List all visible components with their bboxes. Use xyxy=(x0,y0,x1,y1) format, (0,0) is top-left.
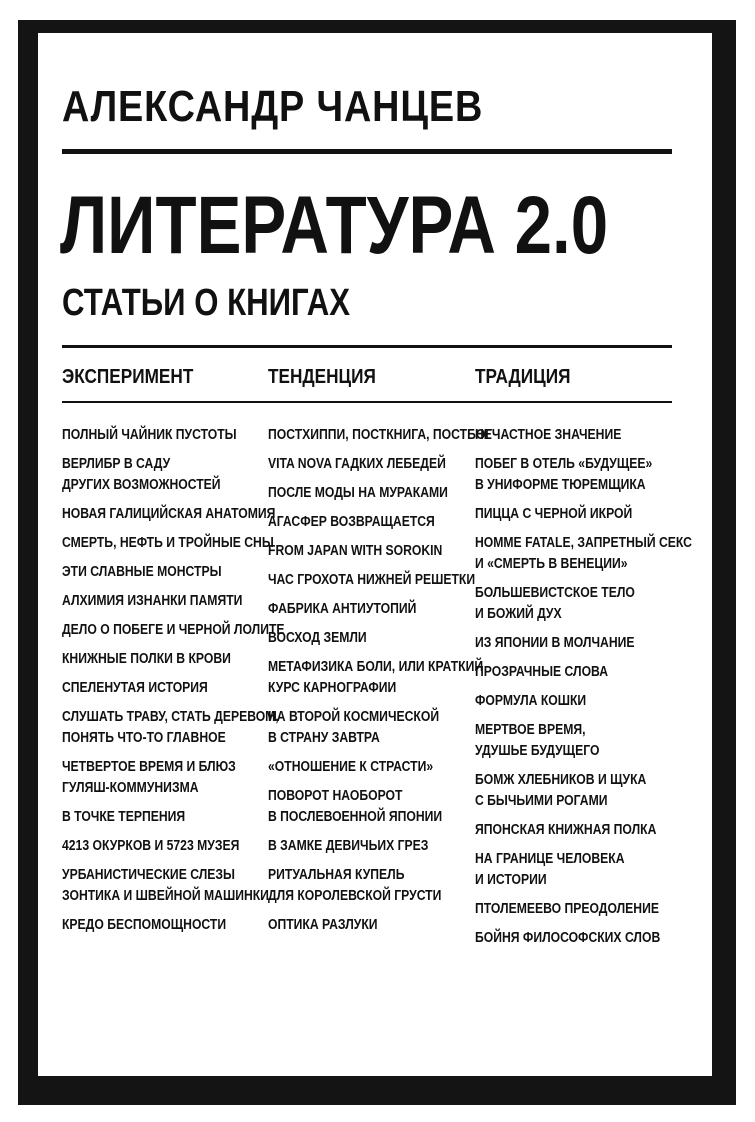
column-heading-tendency: ТЕНДЕНЦИЯ xyxy=(268,366,376,388)
contents-item xyxy=(268,657,484,699)
divider-rule xyxy=(62,345,672,348)
contents-item-line: НА ВТОРОЙ КОСМИЧЕСКОЙ xyxy=(268,709,440,725)
contents-item xyxy=(62,620,285,641)
contents-item xyxy=(62,425,237,446)
contents-item-line: ЭТИ СЛАВНЫЕ МОНСТРЫ xyxy=(62,564,222,580)
contents-item-line: КУРС КАРНОГРАФИИ xyxy=(268,680,397,696)
contents-item xyxy=(62,533,274,554)
contents-item xyxy=(268,512,440,533)
contents-item xyxy=(62,678,234,699)
contents-item-line: VITA NOVA ГАДКИХ ЛЕБЕДЕЙ xyxy=(268,456,446,472)
contents-item-line: ОПТИКА РАЗЛУКИ xyxy=(268,917,378,933)
contents-item xyxy=(475,928,661,949)
contents-item xyxy=(475,454,653,496)
contents-item xyxy=(475,583,647,625)
contents-item-line: ПТОЛЕМЕЕВО ПРЕОДОЛЕНИЕ xyxy=(475,901,659,917)
contents-item-line: ИЗ ЯПОНИИ В МОЛЧАНИЕ xyxy=(475,635,635,651)
contents-item xyxy=(475,425,647,446)
contents-item xyxy=(62,649,234,670)
contents-item xyxy=(475,849,647,891)
contents-item-line: КРЕДО БЕСПОМОЩНОСТИ xyxy=(62,917,227,933)
contents-item xyxy=(268,454,446,475)
contents-item xyxy=(62,836,240,857)
contents-item-line: БОЛЬШЕВИСТСКОЕ ТЕЛО xyxy=(475,585,635,601)
contents-item-line: ВЕРЛИБР В САДУ xyxy=(62,456,171,472)
contents-item-line: ЧЕТВЕРТОЕ ВРЕМЯ И БЛЮЗ xyxy=(62,759,236,775)
contents-item-line: НА ГРАНИЦЕ ЧЕЛОВЕКА xyxy=(475,851,625,867)
contents-item-line: В ТОЧКЕ ТЕРПЕНИЯ xyxy=(62,809,186,825)
contents-item-line: УРБАНИСТИЧЕСКИЕ СЛЕЗЫ xyxy=(62,867,235,883)
contents-item-line: ГУЛЯШ-КОММУНИЗМА xyxy=(62,780,199,796)
contents-item-line: НОВАЯ ГАЛИЦИЙСКАЯ АНАТОМИЯ xyxy=(62,506,276,522)
book-title: ЛИТЕРАТУРА 2.0 xyxy=(60,180,609,271)
contents-item-line: РИТУАЛЬНАЯ КУПЕЛЬ xyxy=(268,867,405,883)
contents-item-line: ЯПОНСКАЯ КНИЖНАЯ ПОЛКА xyxy=(475,822,657,838)
contents-item xyxy=(62,562,234,583)
contents-item xyxy=(475,820,657,841)
column-heading-tradition: ТРАДИЦИЯ xyxy=(475,366,571,388)
contents-item xyxy=(268,541,443,562)
contents-item xyxy=(268,836,440,857)
contents-item-line: В ПОСЛЕВОЕННОЙ ЯПОНИИ xyxy=(268,809,443,825)
contents-column-tradition xyxy=(475,425,692,957)
contents-item-line: БОЙНЯ ФИЛОСОФСКИХ СЛОВ xyxy=(475,930,661,946)
contents-item xyxy=(62,757,234,799)
contents-item-line: ЗОНТИКА И ШВЕЙНОЙ МАШИНКИ xyxy=(62,888,269,904)
contents-item-line: ПОВОРОТ НАОБОРОТ xyxy=(268,788,403,804)
contents-item-line: ПОСТХИППИ, ПОСТКНИГА, ПОСТБОГ xyxy=(268,427,493,443)
contents-item-line: «ОТНОШЕНИЕ К СТРАСТИ» xyxy=(268,759,434,775)
contents-item-line: НЕЧАСТНОЕ ЗНАЧЕНИЕ xyxy=(475,427,622,443)
contents-item-line: В СТРАНУ ЗАВТРА xyxy=(268,730,380,746)
contents-item-line: 4213 ОКУРКОВ И 5723 МУЗЕЯ xyxy=(62,838,240,854)
contents-item xyxy=(268,483,448,504)
contents-item-line: АГАСФЕР ВОЗВРАЩАЕТСЯ xyxy=(268,514,435,530)
contents-item xyxy=(475,899,659,920)
contents-item xyxy=(475,720,647,762)
divider-rule xyxy=(62,401,672,403)
contents-item xyxy=(62,807,234,828)
contents-item-line: И БОЖИЙ ДУХ xyxy=(475,606,562,622)
contents-item-line: БОМЖ ХЛЕБНИКОВ И ЩУКА xyxy=(475,772,647,788)
contents-item-line: ПОЛНЫЙ ЧАЙНИК ПУСТОТЫ xyxy=(62,427,237,443)
contents-item-line: ЧАС ГРОХОТА НИЖНЕЙ РЕШЕТКИ xyxy=(268,572,476,588)
contents-item-line: СПЕЛЕНУТАЯ ИСТОРИЯ xyxy=(62,680,208,696)
contents-item xyxy=(268,757,440,778)
contents-item-line: МЕТАФИЗИКА БОЛИ, ИЛИ КРАТКИЙ xyxy=(268,659,484,675)
contents-item-line: ФОРМУЛА КОШКИ xyxy=(475,693,587,709)
contents-item xyxy=(268,425,493,446)
contents-item-line: ДЛЯ КОРОЛЕВСКОЙ ГРУСТИ xyxy=(268,888,442,904)
book-cover xyxy=(38,33,712,1076)
contents-item xyxy=(268,865,440,907)
contents-column-tendency xyxy=(268,425,493,944)
contents-item-line: И ИСТОРИИ xyxy=(475,872,547,888)
book-subtitle: СТАТЬИ О КНИГАХ xyxy=(62,282,351,324)
contents-item-line: ПРОЗРАЧНЫЕ СЛОВА xyxy=(475,664,609,680)
contents-item xyxy=(268,915,440,936)
contents-item xyxy=(268,570,476,591)
contents-item-line: ВОСХОД ЗЕМЛИ xyxy=(268,630,367,646)
contents-item-line: С БЫЧЬИМИ РОГАМИ xyxy=(475,793,608,809)
contents-item xyxy=(475,633,647,654)
contents-item xyxy=(62,707,279,749)
contents-column-experiment xyxy=(62,425,285,944)
contents-item-line: УДУШЬЕ БУДУЩЕГО xyxy=(475,743,600,759)
contents-item-line: СЛУШАТЬ ТРАВУ, СТАТЬ ДЕРЕВОМ, xyxy=(62,709,279,725)
contents-item xyxy=(475,691,647,712)
contents-item-line: HOMME FATALE, ЗАПРЕТНЫЙ СЕКС xyxy=(475,535,692,551)
contents-item xyxy=(268,786,443,828)
contents-item xyxy=(475,533,692,575)
contents-item-line: FROM JAPAN WITH SOROKIN xyxy=(268,543,443,559)
contents-item xyxy=(475,662,647,683)
contents-item-line: ПОСЛЕ МОДЫ НА МУРАКАМИ xyxy=(268,485,448,501)
contents-item xyxy=(62,504,276,525)
contents-item-line: ПОБЕГ В ОТЕЛЬ «БУДУЩЕЕ» xyxy=(475,456,653,472)
contents-item xyxy=(268,707,440,749)
contents-item-line: ПОНЯТЬ ЧТО-ТО ГЛАВНОЕ xyxy=(62,730,226,746)
contents-item xyxy=(475,770,647,812)
contents-item-line: В ЗАМКЕ ДЕВИЧЬИХ ГРЕЗ xyxy=(268,838,429,854)
author-name: АЛЕКСАНДР ЧАНЦЕВ xyxy=(62,82,484,131)
contents-item xyxy=(62,454,234,496)
contents-item-line: АЛХИМИЯ ИЗНАНКИ ПАМЯТИ xyxy=(62,593,243,609)
contents-item-line: ФАБРИКА АНТИУТОПИЙ xyxy=(268,601,417,617)
contents-item xyxy=(62,591,243,612)
contents-item-line: МЕРТВОЕ ВРЕМЯ, xyxy=(475,722,586,738)
contents-item-line: ПИЦЦА С ЧЕРНОЙ ИКРОЙ xyxy=(475,506,633,522)
contents-item-line: ДРУГИХ ВОЗМОЖНОСТЕЙ xyxy=(62,477,221,493)
column-heading-experiment: ЭКСПЕРИМЕНТ xyxy=(62,366,194,388)
contents-item xyxy=(475,504,647,525)
divider-rule xyxy=(62,149,672,154)
contents-item xyxy=(268,599,440,620)
contents-item xyxy=(62,915,234,936)
contents-item-line: СМЕРТЬ, НЕФТЬ И ТРОЙНЫЕ СНЫ xyxy=(62,535,274,551)
contents-item-line: В УНИФОРМЕ ТЮРЕМЩИКА xyxy=(475,477,646,493)
contents-item-line: КНИЖНЫЕ ПОЛКИ В КРОВИ xyxy=(62,651,231,667)
contents-item-line: ДЕЛО О ПОБЕГЕ И ЧЕРНОЙ ЛОЛИТЕ xyxy=(62,622,285,638)
contents-item-line: И «СМЕРТЬ В ВЕНЕЦИИ» xyxy=(475,556,628,572)
contents-item xyxy=(268,628,440,649)
contents-item xyxy=(62,865,269,907)
